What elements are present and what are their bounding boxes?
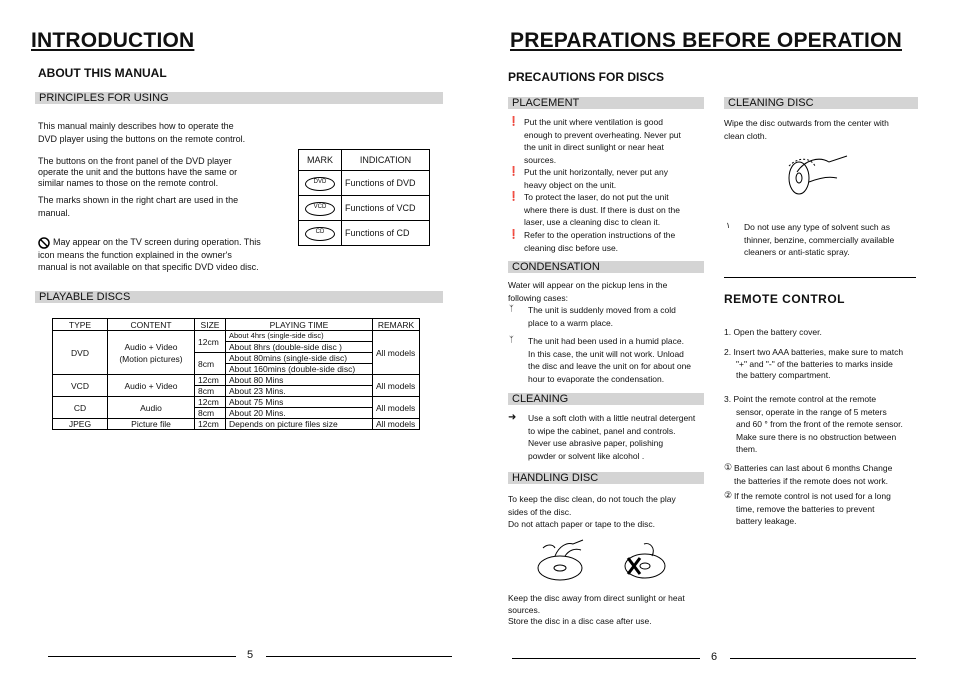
footer-rule	[730, 658, 916, 659]
text-line: Refer to the operation instructions of the	[524, 230, 676, 240]
content-cell: Audio + Video	[108, 375, 195, 397]
bullet-icon: ❗	[508, 229, 520, 239]
col-header: TYPE	[53, 319, 108, 331]
text-line: This manual mainly describes how to operate the	[38, 121, 234, 131]
vcd-disc-icon: VCD	[305, 202, 335, 216]
text-line: Do not attach paper or tape to the disc.	[508, 519, 655, 529]
placement-item-1	[524, 116, 701, 166]
time-cell: About 80mins (single-side disc)	[226, 353, 373, 364]
text-line: To protect the laser, do not put the unit	[524, 192, 669, 202]
text-line: Keep the disc away from direct sunlight or heat	[508, 593, 685, 603]
disc-handling-illustration	[535, 538, 595, 587]
text-line: sources.	[508, 604, 541, 615]
text-line: Use a soft cloth with a little neutral detergent	[528, 413, 696, 423]
footer-rule	[512, 658, 700, 659]
size-cell: 12cm	[195, 331, 226, 353]
type-cell: JPEG	[53, 419, 108, 430]
size-cell: 12cm	[195, 375, 226, 386]
text-line: Water will appear on the pickup lens in the	[508, 280, 668, 290]
intro-paragraph-2	[38, 156, 266, 189]
cleaning-disc-bar: CLEANING DISC	[724, 97, 918, 109]
text-line: (Motion pictures)	[119, 353, 183, 364]
text-line: The marks shown in the right chart are used in the	[38, 195, 239, 205]
remote-step-3	[724, 393, 918, 456]
text-line: In this case, the unit will not work. Unload	[528, 348, 684, 359]
text-line: heavy object on the unit.	[524, 179, 617, 190]
placement-item-2	[524, 166, 701, 191]
text-line: "+" and "-" of the batteries to marks inside	[736, 358, 893, 369]
size-cell: 8cm	[195, 353, 226, 375]
condensation-bar: CONDENSATION	[508, 261, 704, 273]
dvd-mark-cell	[299, 171, 342, 196]
content-cell: Audio	[108, 397, 195, 419]
mark-header: MARK	[299, 150, 342, 171]
indication-header: INDICATION	[342, 150, 430, 171]
text-line: Do not use any type of solvent such as	[744, 222, 891, 232]
text-line: sides of the disc.	[508, 506, 572, 517]
text-line: hour to evaporate the condensation.	[528, 373, 665, 384]
text-line: them.	[736, 444, 758, 454]
text-line: The unit is suddenly moved from a cold	[528, 305, 676, 315]
indication-cell: Functions of VCD	[342, 196, 430, 221]
bullet-icon: ❗	[508, 191, 520, 201]
text-line: Audio + Video	[124, 341, 178, 352]
time-cell: About 80 Mins	[226, 375, 373, 386]
text-line: Batteries can last about 6 months Change	[734, 463, 893, 473]
text-line: cleaners or anti-static spray.	[744, 247, 850, 257]
battery-note-1	[734, 462, 916, 487]
remark-cell: All models	[373, 419, 420, 430]
mark-table	[298, 149, 430, 246]
size-cell: 12cm	[195, 397, 226, 408]
circled-two-icon: ②	[724, 490, 733, 500]
text-line: time, remove the batteries to prevent	[736, 503, 875, 514]
preparations-title: PREPARATIONS BEFORE OPERATION	[510, 29, 902, 52]
remote-step-2	[724, 347, 918, 382]
time-cell: About 8hrs (double-side disc )	[226, 342, 373, 353]
text-line: and 60 ° from the front of the remote sensor.	[736, 419, 903, 429]
playable-discs-bar: PLAYABLE DISCS	[35, 291, 443, 303]
indication-cell: Functions of DVD	[342, 171, 430, 196]
playable-discs-table	[52, 318, 420, 430]
section-rule	[724, 277, 916, 278]
col-header: SIZE	[195, 319, 226, 331]
text-line: icon means the function explained in the owner's	[38, 249, 232, 260]
text-line: the unit in direct sunlight or near heat	[524, 142, 664, 152]
text-line: thinner, benzine, commercially available	[744, 234, 895, 245]
circled-one-icon: ①	[724, 462, 733, 472]
text-line: sources.	[524, 154, 557, 165]
size-cell: 8cm	[195, 408, 226, 419]
wipe-disc-illustration	[785, 152, 851, 207]
remote-control-heading: REMOTE CONTROL	[724, 292, 845, 306]
time-cell: Depends on picture files size	[226, 419, 373, 430]
principles-bar: PRINCIPLES FOR USING	[35, 92, 443, 104]
time-cell: About 4hrs (single-side disc)	[226, 331, 373, 342]
cleaning-bar: CLEANING	[508, 393, 704, 405]
text-line: The unit had been used in a humid place.	[528, 336, 684, 346]
precautions-heading: PRECAUTIONS FOR DISCS	[508, 70, 665, 84]
condensation-item-2	[528, 335, 700, 385]
time-cell: About 160mins (double-side disc)	[226, 364, 373, 375]
text-line: the disc and leave the unit on for about one	[528, 361, 692, 371]
text-line: If the remote control is not used for a long	[734, 491, 891, 501]
text-line: the battery compartment.	[736, 370, 831, 380]
solvent-warning	[744, 221, 916, 259]
footer-rule	[266, 656, 452, 657]
text-line: where there is dust. If there is dust on the	[524, 204, 680, 215]
intro-paragraph-3	[38, 194, 264, 219]
handling-text	[508, 493, 702, 531]
remark-cell: All models	[373, 397, 420, 419]
cleaning-text	[528, 412, 701, 462]
text-line: Never use abrasive paper, polishing	[528, 438, 664, 448]
page-number: 6	[711, 651, 718, 663]
disc-no-touch-illustration	[620, 538, 670, 587]
text-line: May appear on the TV screen during operation. This	[53, 237, 261, 247]
condensation-item-1	[528, 304, 700, 329]
page-number: 5	[247, 649, 254, 661]
intro-title: INTRODUCTION	[31, 29, 195, 52]
text-line: operate the unit and the buttons have the same or	[38, 167, 238, 177]
dvd-disc-icon: DVD	[305, 177, 335, 191]
intro-paragraph-1	[38, 120, 270, 145]
condensation-intro	[508, 279, 703, 304]
cleaning-disc-text	[724, 117, 916, 142]
placement-item-4	[524, 229, 701, 254]
time-cell: About 75 Mins	[226, 397, 373, 408]
remark-cell: All models	[373, 375, 420, 397]
text-line: Wipe the disc outwards from the center with	[724, 118, 889, 128]
text-line: enough to prevent overheating. Never put	[524, 129, 681, 140]
placement-bar: PLACEMENT	[508, 97, 704, 109]
arrow-bullet-icon: ➜	[508, 412, 517, 423]
cd-disc-icon: CD	[305, 227, 335, 241]
text-line: To keep the disc clean, do not touch the play	[508, 494, 676, 504]
bullet-icon: ١	[726, 221, 731, 230]
text-line: 2. Insert two AAA batteries, make sure to match	[724, 347, 904, 357]
text-line: laser, use a cleaning disc to clean it.	[524, 217, 661, 227]
time-cell: About 23 Mins.	[226, 386, 373, 397]
text-line: Store the disc in a disc case after use.	[508, 616, 652, 626]
remote-step-1: 1. Open the battery cover.	[724, 327, 822, 337]
type-cell: DVD	[53, 331, 108, 375]
col-header: CONTENT	[108, 319, 195, 331]
bullet-icon: ❗	[508, 166, 520, 176]
remark-cell: All models	[373, 331, 420, 375]
text-line: sensor, operate in the range of 5 meters	[736, 406, 887, 417]
text-line: battery leakage.	[736, 516, 797, 526]
about-manual-heading: ABOUT THIS MANUAL	[38, 66, 167, 80]
text-line: powder or solvent like alcohol .	[528, 450, 645, 461]
text-line: manual is not available on that specific DVD video disc.	[38, 262, 259, 272]
placement-item-3	[524, 191, 701, 229]
text-line: manual.	[38, 207, 71, 218]
vcd-mark-cell	[299, 196, 342, 221]
text-line: the batteries if the remote does not work.	[734, 475, 889, 486]
bullet-icon: ❗	[508, 116, 520, 126]
content-cell: Picture file	[108, 419, 195, 430]
text-line: DVD player using the buttons on the remote control.	[38, 133, 246, 144]
size-cell: 12cm	[195, 419, 226, 430]
text-line: Make sure there is no obstruction between	[736, 431, 897, 442]
type-cell: CD	[53, 397, 108, 419]
text-line: similar names to those on the remote control.	[38, 178, 219, 188]
text-line: following cases:	[508, 292, 569, 303]
bullet-icon: ᛉ	[509, 304, 514, 313]
col-header: REMARK	[373, 319, 420, 331]
footer-rule	[48, 656, 236, 657]
text-line: cleaning disc before use.	[524, 242, 619, 253]
keep-disc-text	[508, 593, 702, 628]
text-line: Put the unit horizontally, never put any	[524, 167, 668, 177]
text-line: Put the unit where ventilation is good	[524, 117, 663, 127]
content-cell	[108, 331, 195, 375]
indication-cell: Functions of CD	[342, 221, 430, 246]
type-cell: VCD	[53, 375, 108, 397]
text-line: to wipe the cabinet, panel and controls.	[528, 425, 676, 436]
handling-disc-bar: HANDLING DISC	[508, 472, 704, 484]
size-cell: 8cm	[195, 386, 226, 397]
text-line: 3. Point the remote control at the remote	[724, 394, 877, 404]
note-paragraph	[38, 236, 264, 274]
text-line: place to a warm place.	[528, 317, 614, 328]
text-line: The buttons on the front panel of the DVD player	[38, 156, 232, 166]
col-header: PLAYING TIME	[226, 319, 373, 331]
cd-mark-cell	[299, 221, 342, 246]
text-line: clean cloth.	[724, 130, 767, 141]
battery-note-2	[734, 490, 916, 528]
bullet-icon: ᛉ	[509, 335, 514, 344]
time-cell: About 20 Mins.	[226, 408, 373, 419]
